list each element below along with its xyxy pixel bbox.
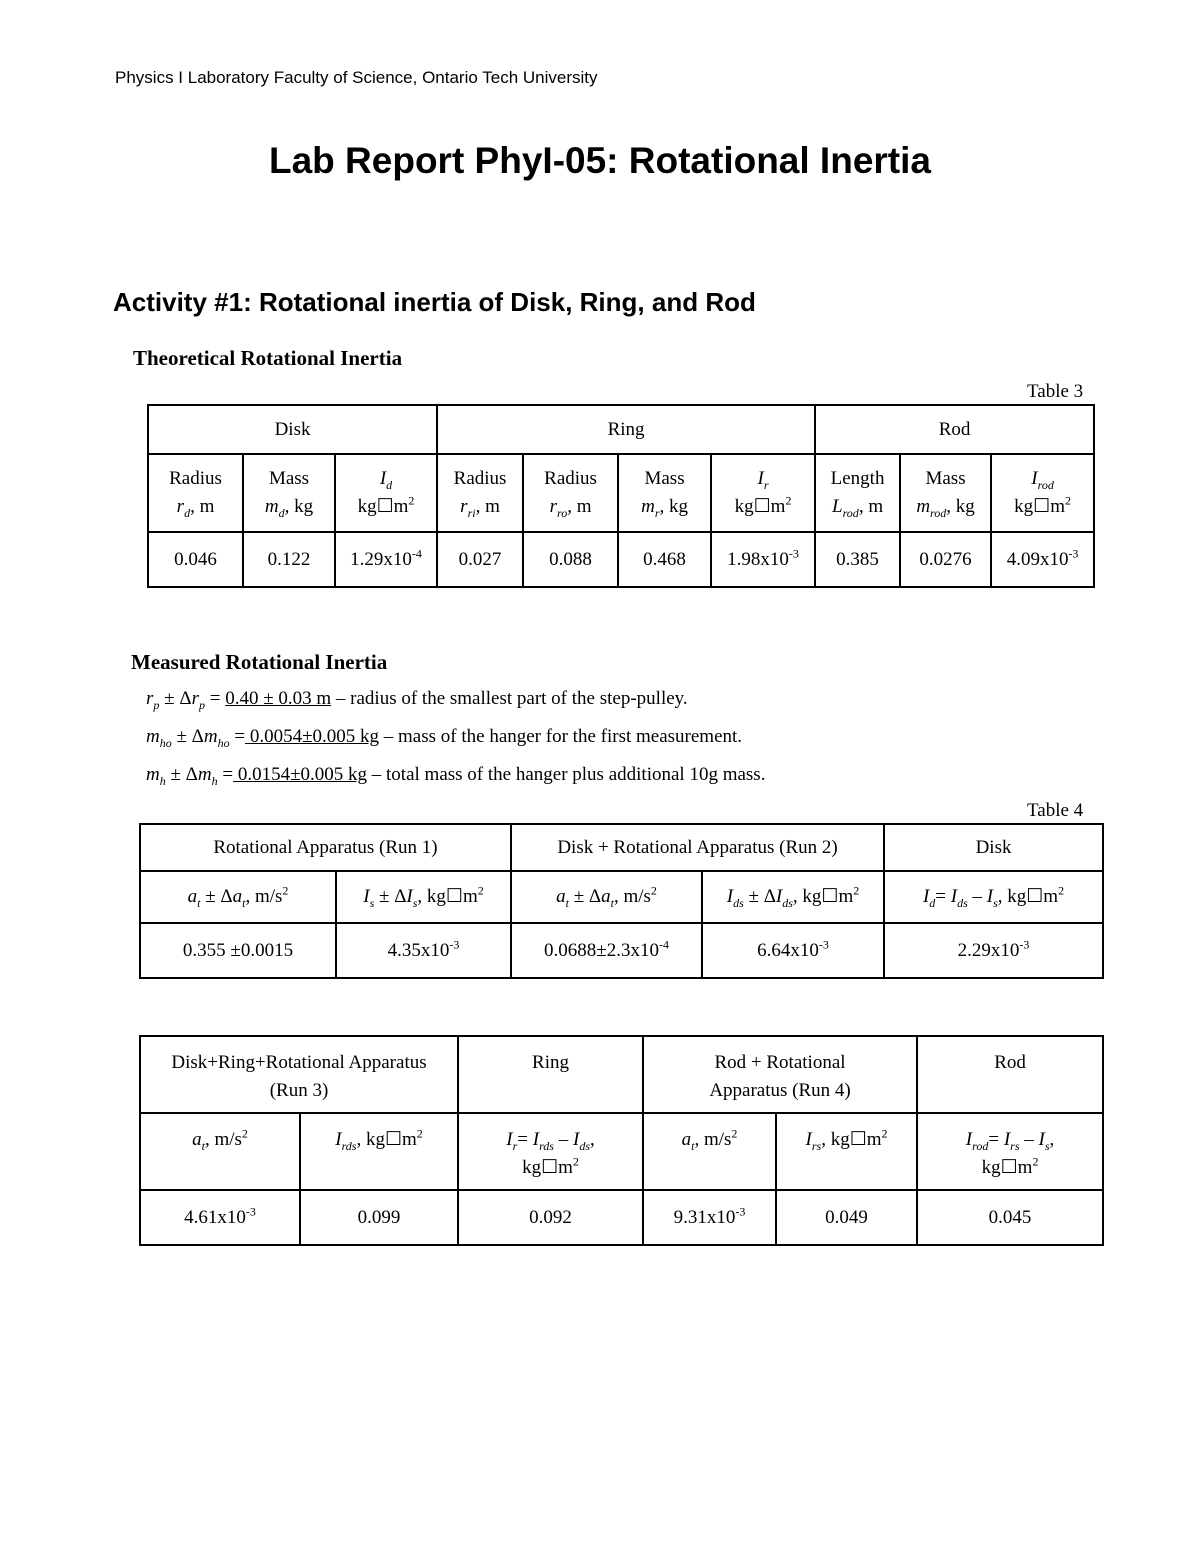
total-mass-line: $m_h \pm \Delta m_h = 0.0154\pm 0.005$ kg – total mass of the hanger plus additional 10g mass.	[146, 764, 766, 788]
cell-ring-inner-radius: 0.027	[437, 532, 523, 587]
cell-disk-inertia: $1.29x10^{-4}$	[335, 532, 437, 587]
activity-title: Activity #1: Rotational inertia of Disk, Ring, and Rod	[113, 287, 756, 317]
col-run2-inertia: $I_{ds} \pm \Delta I_{ds}$, $kg☐m^2$	[702, 871, 884, 923]
col-rod-length: Length $L_{rod}$, m	[815, 454, 900, 532]
hanger-mass-value: 0.0054±0.005 kg	[245, 726, 380, 747]
table3-caption: Table 3	[1027, 381, 1084, 402]
table3	[147, 404, 1095, 588]
col-run1-inertia: $I_s \pm \Delta I_s$, $kg☐m^2$	[336, 871, 511, 923]
theoretical-heading: Theoretical Rotational Inertia	[133, 346, 403, 370]
cell-ring-mass: 0.468	[618, 532, 711, 587]
col-disk-inertia-calc: $I_d= I_{ds} - I_s$, $kg☐m^2$	[884, 871, 1103, 923]
col-rod-mass: Mass $m_{rod}$, kg	[900, 454, 991, 532]
col-run4-accel: $a_t$, $m/s^2$	[643, 1113, 776, 1190]
cell-run4-accel: $9.31x10^{-3}$	[643, 1190, 776, 1245]
total-mass-value: 0.0154±0.005 kg	[233, 764, 368, 785]
rod-header: Rod	[917, 1036, 1103, 1113]
col-ring-inner-radius: Radius $r_{ri}$, m	[437, 454, 523, 532]
cell-disk-mass: 0.122	[243, 532, 335, 587]
col-disk-radius: Radius $r_d$, m	[148, 454, 243, 532]
run2-header: Disk + Rotational Apparatus (Run 2)	[511, 824, 884, 871]
col-ring-inertia: $I_r$ $kg☐m^2$	[711, 454, 815, 532]
cell-run3-accel: $4.61x10^{-3}$	[140, 1190, 300, 1245]
col-run2-accel: $a_t \pm \Delta a_t$, $m/s^2$	[511, 871, 702, 923]
col-rod-inertia: $I_{rod}$ $kg☐m^2$	[991, 454, 1094, 532]
cell-run4-inertia: 0.049	[776, 1190, 917, 1245]
group-disk: Disk	[148, 405, 437, 454]
table4-caption: Table 4	[1027, 800, 1084, 821]
col-disk-inertia: $I_d$ $kg☐m^2$	[335, 454, 437, 532]
table5	[139, 1035, 1104, 1246]
group-rod: Rod	[815, 405, 1094, 454]
cell-rod-inertia-calc: 0.045	[917, 1190, 1103, 1245]
cell-ring-inertia: $1.98x10^{-3}$	[711, 532, 815, 587]
pulley-radius-line: $r_p \pm \Delta r_p = 0.40 \pm 0.03$ m – radius of the smallest part of the step-pulley.	[146, 688, 688, 712]
col-ring-inertia-calc: $I_r= I_{rds} - I_{ds}$, $kg☐m^2$	[458, 1113, 643, 1190]
cell-ring-outer-radius: 0.088	[523, 532, 618, 587]
run1-header: Rotational Apparatus (Run 1)	[140, 824, 511, 871]
col-run1-accel: $a_t \pm \Delta a_t$, $m/s^2$	[140, 871, 336, 923]
col-run3-inertia: $I_{rds}$, $kg☐m^2$	[300, 1113, 458, 1190]
cell-run1-accel: 0.355 ±0.0015	[140, 923, 336, 978]
disk-header: Disk	[884, 824, 1103, 871]
cell-ring-inertia-calc: 0.092	[458, 1190, 643, 1245]
page-title: Lab Report PhyI-05: Rotational Inertia	[269, 140, 931, 181]
table4	[139, 823, 1104, 979]
measured-heading: Measured Rotational Inertia	[131, 650, 388, 674]
cell-disk-radius: 0.046	[148, 532, 243, 587]
ring-header: Ring	[458, 1036, 643, 1113]
cell-run1-inertia: $4.35x10^{-3}$	[336, 923, 511, 978]
cell-rod-mass: 0.0276	[900, 532, 991, 587]
col-ring-mass: Mass $m_r$, kg	[618, 454, 711, 532]
col-run4-inertia: $I_{rs}$, $kg☐m^2$	[776, 1113, 917, 1190]
cell-run3-inertia: 0.099	[300, 1190, 458, 1245]
col-ring-outer-radius: Radius $r_{ro}$, m	[523, 454, 618, 532]
run3-header: Disk+Ring+Rotational Apparatus (Run 3)	[140, 1036, 458, 1113]
hanger-mass-line: $m_{ho} \pm \Delta m_{ho} = 0.0054\pm 0.005$ kg – mass of the hanger for the first measurement.	[146, 726, 743, 750]
col-disk-mass: Mass $m_d$, kg	[243, 454, 335, 532]
col-rod-inertia-calc: $I_{rod}= I_{rs} - I_s$, $kg☐m^2$	[917, 1113, 1103, 1190]
cell-rod-length: 0.385	[815, 532, 900, 587]
run4-header: Rod + Rotational Apparatus (Run 4)	[643, 1036, 917, 1113]
group-ring: Ring	[437, 405, 815, 454]
cell-run2-accel: $0.0688\pm 2.3x10^{-4}$	[511, 923, 702, 978]
cell-disk-inertia-calc: $2.29x10^{-3}$	[884, 923, 1103, 978]
pulley-radius-value: 0.40 ± 0.03 m	[225, 688, 332, 709]
cell-run2-inertia: $6.64x10^{-3}$	[702, 923, 884, 978]
cell-rod-inertia: $4.09x10^{-3}$	[991, 532, 1094, 587]
col-run3-accel: $a_t$, $m/s^2$	[140, 1113, 300, 1190]
page-header: Physics I Laboratory Faculty of Science, Ontario Tech University	[115, 68, 598, 87]
